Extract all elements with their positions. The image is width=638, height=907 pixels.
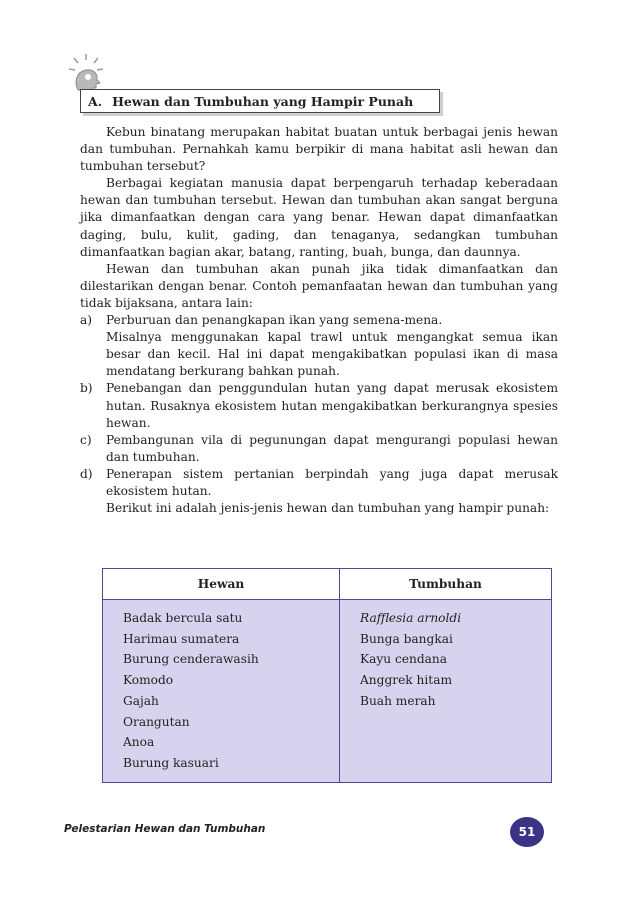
list-text: Penebangan dan penggundulan hutan yang dapat merusak ekosistem hutan. Rusaknya ekosistem hutan mengakibatkan berkurangnya spesies hewan. [106,381,558,430]
list-text: Perburuan dan penangkapan ikan yang semena-mena. [106,313,443,328]
thinking-head-icon [66,52,112,92]
tumbuhan-item: Bunga bangkai [360,631,453,646]
hewan-item: Badak bercula satu [123,611,243,625]
body-text [80,124,558,517]
species-table [102,568,552,783]
tumbuhan-column [340,600,552,783]
list-item [80,380,558,431]
footer-title: Pelestarian Hewan dan Tumbuhan [64,823,266,835]
hewan-item: Harimau sumatera [123,631,240,646]
paragraph-1: Kebun binatang merupakan habitat buatan untuk berbagai jenis hewan dan tumbuhan. Pernahkah kamu berpikir di mana habitat asli hewan dan tumbuhan tersebut? [80,125,558,174]
list-text: Penerapan sistem pertanian berpindah yang juga dapat merusak ekosistem hutan. [106,466,558,498]
hewan-column [103,600,340,783]
paragraph-3: Hewan dan tumbuhan akan punah jika tidak dimanfaatkan dan dilestarikan dengan benar. Contoh pemanfaatan hewan dan tumbuhan yang tidak bijaksana, antara lain: [80,261,558,310]
list-marker: b) [80,381,93,396]
header-hewan: Hewan [103,569,340,600]
list-text: Pembangunan vila di pegunungan dapat mengurangi populasi hewan dan tumbuhan. [106,432,558,464]
header-tumbuhan: Tumbuhan [340,569,552,600]
list-marker: d) [80,466,93,481]
list-marker: c) [80,432,92,447]
section-letter: A. [88,94,103,109]
hewan-item: Orangutan [123,714,190,729]
page-number-badge: 51 [510,817,544,847]
hewan-item: Anoa [123,735,155,750]
hewan-item: Komodo [123,673,174,688]
paragraph-2: Berbagai kegiatan manusia dapat berpengaruh terhadap keberadaan hewan dan tumbuhan tersebut. Hewan dan tumbuhan akan sangat berguna jika dimanfaatkan dengan cara yang benar. Hewan dapat dimanfaatkan daging, bulu, kulit, gading, dan tenaganya, sedangkan tumbuhan dimanfaatkan bagian akar, batang, ranting, buah, bunga, dan daunnya. [80,176,558,259]
list-item [80,312,558,329]
list-item [80,466,558,500]
table-intro: Berikut ini adalah jenis-jenis hewan dan tumbuhan yang hampir punah: [106,501,550,516]
tumbuhan-item: Kayu cendana [360,652,448,667]
section-title: Hewan dan Tumbuhan yang Hampir Punah [112,94,414,109]
list-subtext: Misalnya menggunakan kapal trawl untuk mengangkat semua ikan besar dan kecil. Hal ini dapat mengakibatkan populasi ikan di masa mendatang berkurang bahkan punah. [106,330,558,379]
hewan-item: Gajah [123,693,159,708]
tumbuhan-item: Rafflesia arnoldi [360,611,462,625]
section-heading [80,89,440,113]
list-item [80,432,558,466]
tumbuhan-item: Anggrek hitam [360,673,453,688]
hewan-item: Burung cenderawasih [123,652,259,667]
list-marker: a) [80,313,93,328]
tumbuhan-item: Buah merah [360,693,436,708]
hewan-item: Burung kasuari [123,755,219,770]
